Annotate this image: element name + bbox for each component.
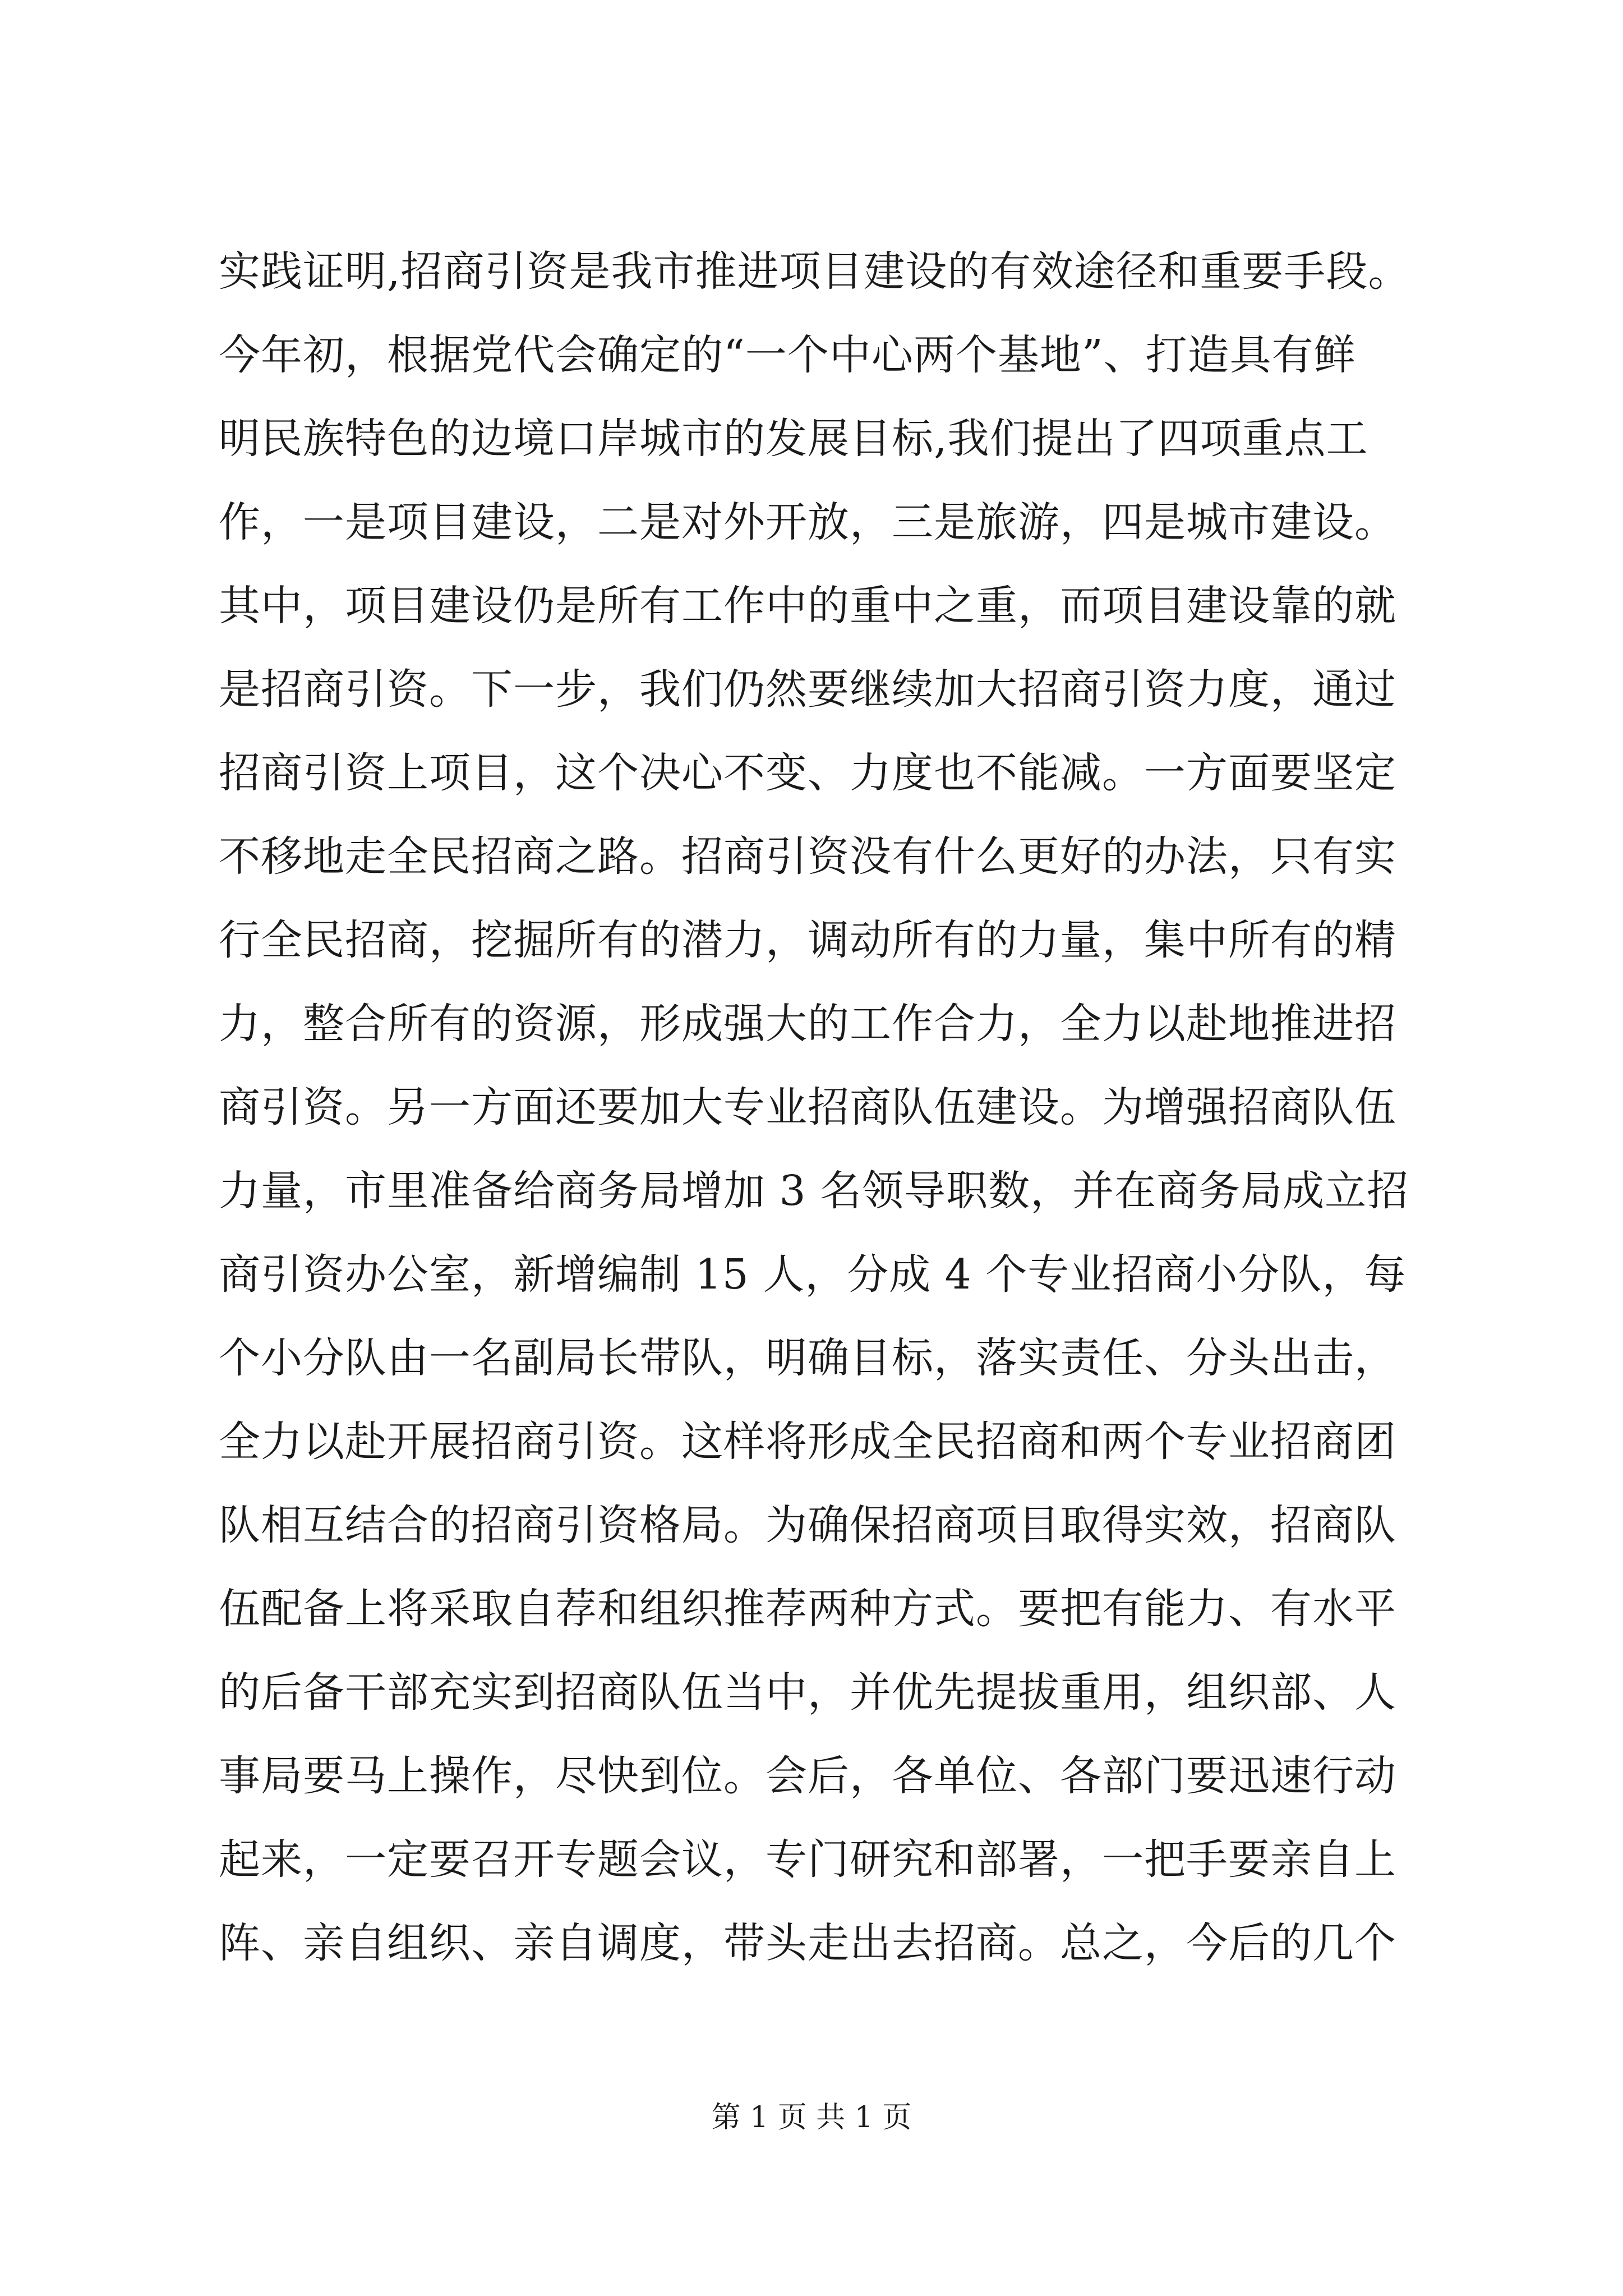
text-line: 其中，项目建设仍是所有工作中的重中之重，而项目建设靠的就 <box>219 582 1396 630</box>
text-line: 力，整合所有的资源，形成强大的工作合力，全力以赴地推进招 <box>219 1000 1396 1048</box>
text-line: 实践证明,招商引资是我市推进项目建设的有效途径和重要手段。 <box>219 247 1410 296</box>
text-line: 行全民招商，挖掘所有的潜力，调动所有的力量，集中所有的精 <box>219 916 1396 964</box>
text-line: 招商引资上项目，这个决心不变、力度也不能减。一方面要坚定 <box>219 749 1396 797</box>
text-line: 不移地走全民招商之路。招商引资没有什么更好的办法，只有实 <box>219 832 1396 881</box>
text-line: 起来，一定要召开专题会议，专门研究和部署，一把手要亲自上 <box>219 1835 1396 1884</box>
text-line: 今年初，根据党代会确定的“一个中心两个基地”、打造具有鲜 <box>219 331 1356 379</box>
text-line: 全力以赴开展招商引资。这样将形成全民招商和两个专业招商团 <box>219 1418 1396 1466</box>
text-line: 明民族特色的边境口岸城市的发展目标,我们提出了四项重点工 <box>219 415 1368 463</box>
text-line: 商引资办公室，新增编制 15 人，分成 4 个专业招商小分队，每 <box>219 1250 1407 1299</box>
text-line: 的后备干部充实到招商队伍当中，并优先提拔重用，组织部、人 <box>219 1668 1396 1717</box>
page-footer <box>0 2098 1623 2137</box>
text-line: 伍配备上将采取自荐和组织推荐两种方式。要把有能力、有水平 <box>219 1585 1396 1633</box>
text-line: 个小分队由一名副局长带队，明确目标，落实责任、分头出击， <box>219 1334 1396 1382</box>
text-line: 力量，市里准备给商务局增加 3 名领导职数，并在商务局成立招 <box>219 1167 1409 1215</box>
text-line: 作，一是项目建设，二是对外开放，三是旅游，四是城市建设。 <box>219 498 1396 546</box>
body-text <box>219 230 1424 1985</box>
text-line: 是招商引资。下一步，我们仍然要继续加大招商引资力度，通过 <box>219 665 1396 714</box>
text-line: 阵、亲自组织、亲自调度，带头走出去招商。总之，今后的几个 <box>219 1919 1396 1967</box>
text-line: 商引资。另一方面还要加大专业招商队伍建设。为增强招商队伍 <box>219 1083 1396 1131</box>
text-line: 队相互结合的招商引资格局。为确保招商项目取得实效，招商队 <box>219 1501 1396 1549</box>
text-line: 事局要马上操作，尽快到位。会后，各单位、各部门要迅速行动 <box>219 1752 1396 1800</box>
page-number: 第 1 页 共 1 页 <box>711 2101 912 2134</box>
